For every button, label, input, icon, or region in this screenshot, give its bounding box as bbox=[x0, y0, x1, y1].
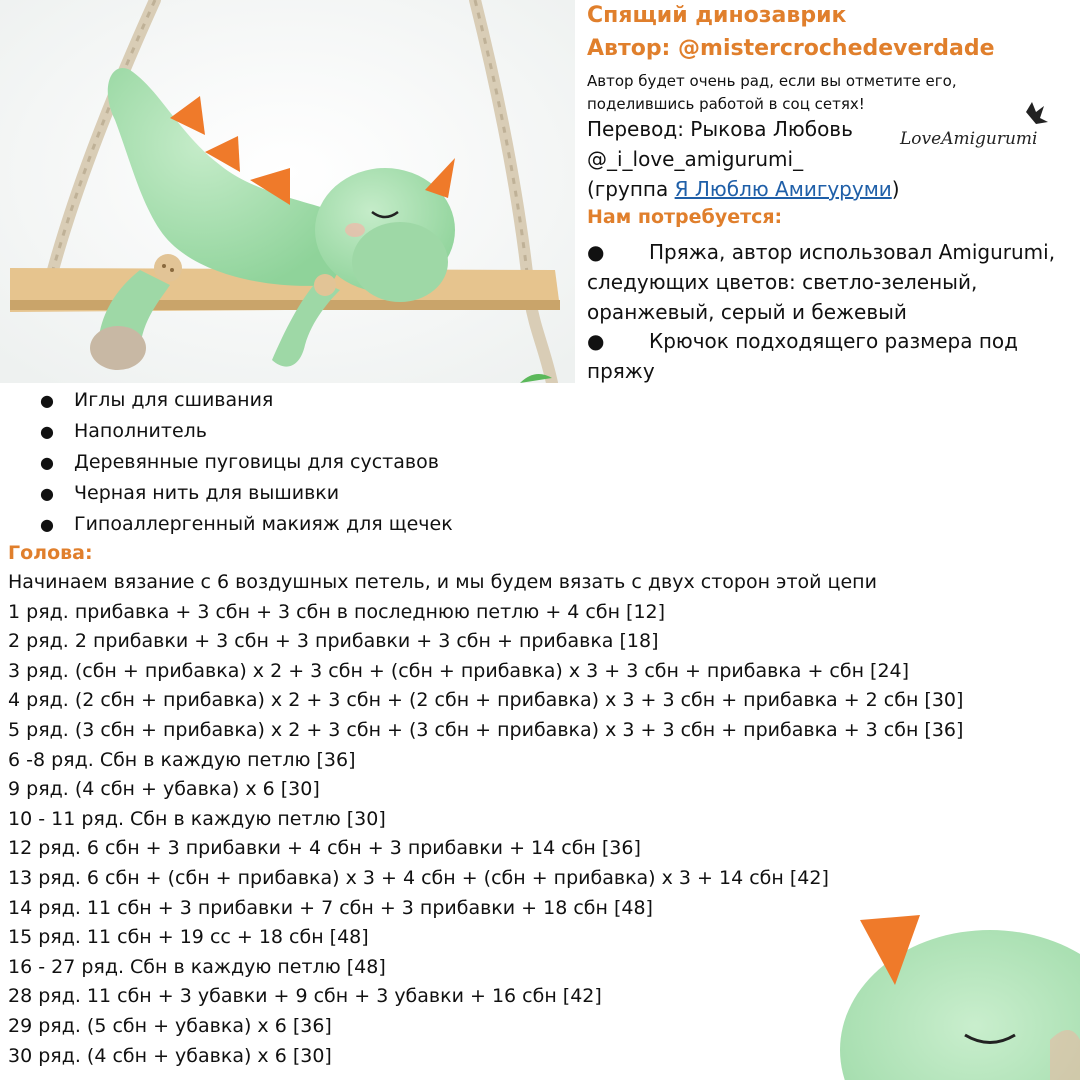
pattern-row: 1 ряд. прибавка + 3 сбн + 3 сбн в последнюю петлю + 4 сбн [12] bbox=[8, 600, 666, 623]
page-title: Спящий динозаврик bbox=[587, 3, 847, 28]
pattern-row: 3 ряд. (сбн + прибавка) х 2 + 3 сбн + (сбн + прибавка) х 3 + 3 сбн + прибавка + сбн [24] bbox=[8, 659, 910, 682]
list-item: ● Деревянные пуговицы для суставов bbox=[40, 447, 453, 478]
pattern-row: 30 ряд. (4 сбн + убавка) х 6 [30] bbox=[8, 1044, 332, 1067]
bullet-icon: ● bbox=[587, 329, 605, 353]
pattern-row: 5 ряд. (3 сбн + прибавка) х 2 + 3 сбн + (3 сбн + прибавка) х 3 + 3 сбн + прибавка + 3 сбн [36] bbox=[8, 718, 964, 741]
logo-text: LoveAmigurumi bbox=[900, 129, 1038, 149]
love-amigurumi-logo bbox=[898, 100, 1058, 160]
bullet-icon: ● bbox=[587, 240, 605, 264]
list-item: ● Наполнитель bbox=[40, 416, 453, 447]
material-item-hook bbox=[587, 326, 1067, 386]
instagram-handle: @_i_love_amigurumi_ bbox=[587, 147, 804, 171]
list-item: ● Иглы для сшивания bbox=[40, 385, 453, 416]
dinosaur-head-photo bbox=[800, 890, 1080, 1080]
group-prefix: (группа bbox=[587, 177, 675, 201]
material-item-yarn bbox=[587, 237, 1067, 327]
pattern-row: 15 ряд. 11 сбн + 19 сс + 18 сбн [48] bbox=[8, 926, 369, 949]
pattern-row: 29 ряд. (5 сбн + убавка) х 6 [36] bbox=[8, 1014, 332, 1037]
translator-line: Перевод: Рыкова Любовь bbox=[587, 117, 853, 141]
pattern-row: 12 ряд. 6 сбн + 3 прибавки + 4 сбн + 3 прибавки + 14 сбн [36] bbox=[8, 837, 641, 860]
list-item: ● Гипоаллергенный макияж для щечек bbox=[40, 509, 453, 540]
materials-heading: Нам потребуется: bbox=[587, 206, 783, 228]
pattern-row: 2 ряд. 2 прибавки + 3 сбн + 3 прибавки + 3 сбн + прибавка [18] bbox=[8, 630, 659, 653]
bullet-icon: ● bbox=[40, 515, 54, 534]
pattern-row: 10 - 11 ряд. Сбн в каждую петлю [30] bbox=[8, 807, 386, 830]
group-line bbox=[587, 177, 900, 201]
pattern-row: Начинаем вязание с 6 воздушных петель, и мы будем вязать с двух сторон этой цепи bbox=[8, 571, 877, 593]
pattern-row: 4 ряд. (2 сбн + прибавка) х 2 + 3 сбн + (2 сбн + прибавка) х 3 + 3 сбн + прибавка + 2 сбн [30] bbox=[8, 689, 964, 712]
bullet-icon: ● bbox=[40, 422, 54, 441]
material-text: Крючок подходящего размера под пряжу bbox=[587, 329, 1018, 383]
bullet-icon: ● bbox=[40, 484, 54, 503]
pattern-row: 9 ряд. (4 сбн + убавка) х 6 [30] bbox=[8, 778, 320, 801]
pattern-row: 13 ряд. 6 сбн + (сбн + прибавка) х 3 + 4 сбн + (сбн + прибавка) х 3 + 14 сбн [42] bbox=[8, 866, 829, 889]
head-section-heading: Голова: bbox=[8, 542, 93, 564]
bullet-icon: ● bbox=[40, 453, 54, 472]
group-suffix: ) bbox=[891, 177, 900, 201]
list-item: ● Черная нить для вышивки bbox=[40, 478, 453, 509]
materials-list bbox=[40, 385, 453, 540]
author-note: Автор будет очень рад, если вы отметите его, поделившись работой в соц сетях! bbox=[587, 72, 957, 113]
author-line: Автор: @mistercrochedeverdade bbox=[587, 36, 995, 61]
dinosaur-swing-photo bbox=[0, 0, 575, 383]
pattern-row: 6 -8 ряд. Сбн в каждую петлю [36] bbox=[8, 748, 356, 771]
bullet-icon: ● bbox=[40, 391, 54, 410]
group-link[interactable]: Я Люблю Амигуруми bbox=[674, 177, 892, 201]
pattern-row: 28 ряд. 11 сбн + 3 убавки + 9 сбн + 3 убавки + 16 сбн [42] bbox=[8, 985, 602, 1008]
material-text: Пряжа, автор использовал Amigurumi, следующих цветов: светло-зеленый, оранжевый, серый и бежевый bbox=[587, 240, 1056, 324]
pattern-row: 14 ряд. 11 сбн + 3 прибавки + 7 сбн + 3 прибавки + 18 сбн [48] bbox=[8, 896, 653, 919]
pattern-row: 16 - 27 ряд. Сбн в каждую петлю [48] bbox=[8, 955, 386, 978]
